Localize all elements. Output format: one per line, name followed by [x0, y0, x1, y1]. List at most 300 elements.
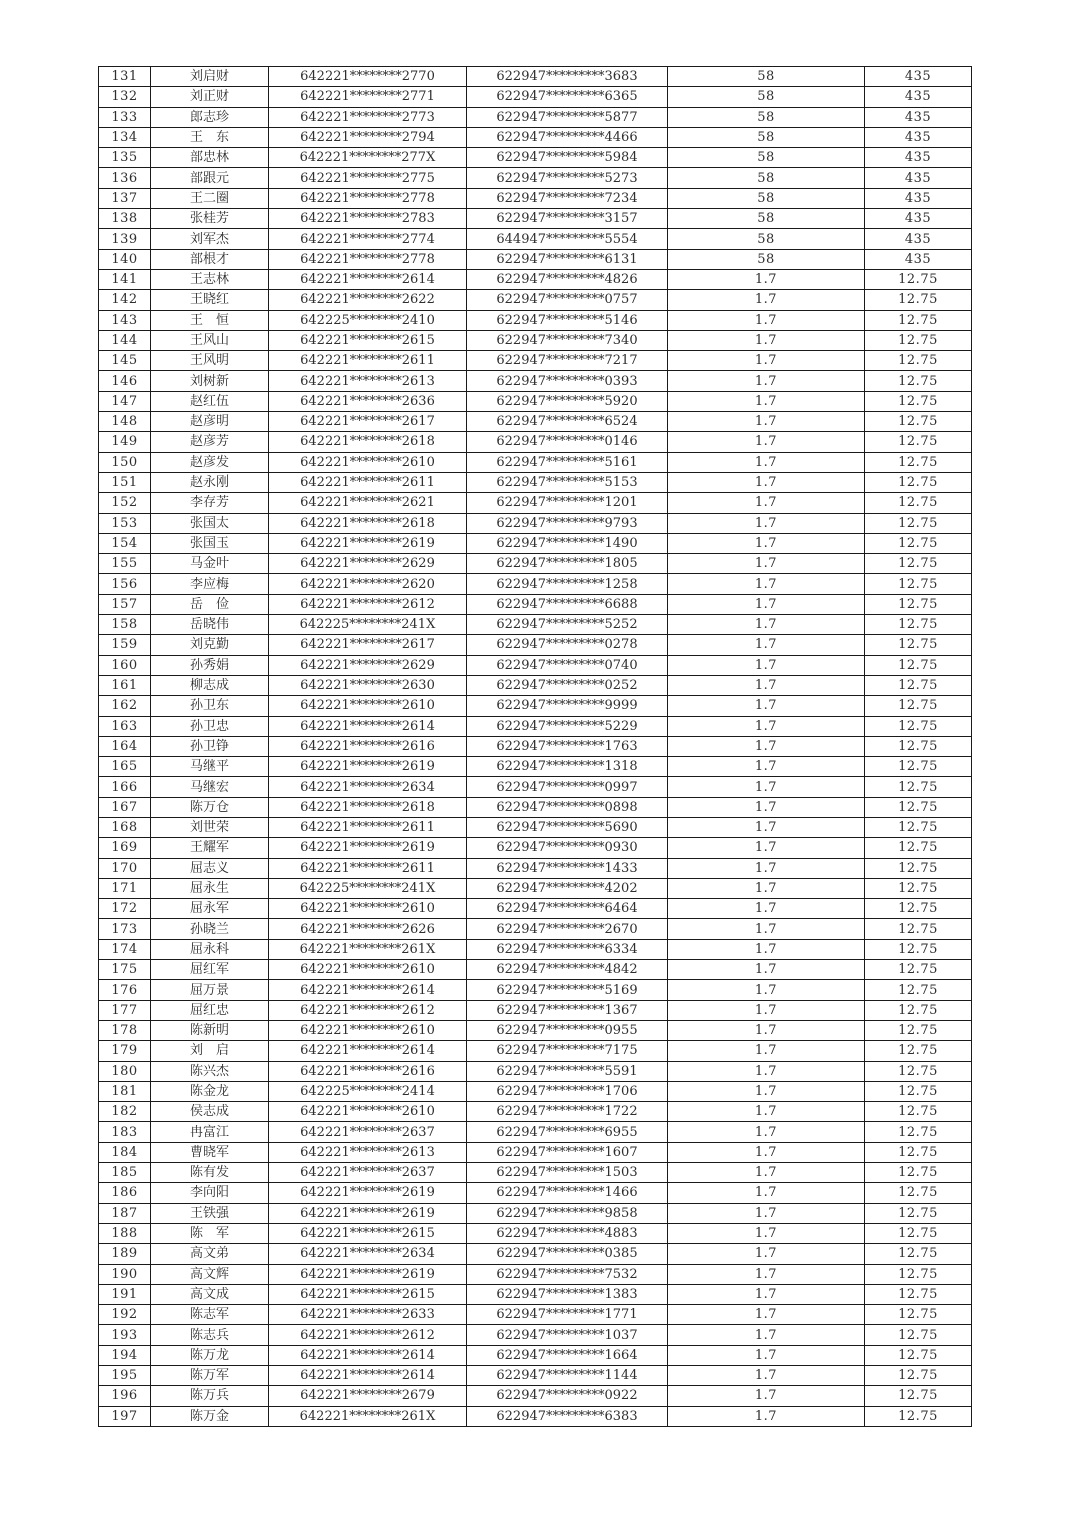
cell-name: 赵永刚	[151, 472, 269, 492]
cell-card_number: 622947*********0898	[467, 797, 668, 817]
table-row	[99, 1223, 972, 1243]
cell-index: 134	[99, 127, 151, 147]
cell-index: 142	[99, 290, 151, 310]
cell-id_number: 642221********2630	[269, 675, 467, 695]
cell-amount1: 58	[668, 168, 865, 188]
table-row	[99, 452, 972, 472]
cell-amount2: 12.75	[865, 655, 972, 675]
cell-id_number: 642225********241X	[269, 878, 467, 898]
cell-card_number: 622947*********0955	[467, 1020, 668, 1040]
cell-card_number: 622947*********4202	[467, 878, 668, 898]
cell-amount1: 1.7	[668, 615, 865, 635]
cell-name: 屈永科	[151, 939, 269, 959]
cell-amount2: 12.75	[865, 371, 972, 391]
table-row	[99, 513, 972, 533]
cell-card_number: 622947*********2670	[467, 919, 668, 939]
table-row	[99, 675, 972, 695]
cell-amount2: 435	[865, 249, 972, 269]
cell-id_number: 642221********2775	[269, 168, 467, 188]
cell-card_number: 622947*********0385	[467, 1244, 668, 1264]
cell-amount2: 12.75	[865, 330, 972, 350]
cell-amount1: 58	[668, 188, 865, 208]
cell-amount2: 12.75	[865, 1284, 972, 1304]
cell-amount2: 12.75	[865, 1203, 972, 1223]
cell-index: 140	[99, 249, 151, 269]
cell-amount1: 1.7	[668, 1163, 865, 1183]
cell-name: 李存芳	[151, 493, 269, 513]
cell-id_number: 642221********2626	[269, 919, 467, 939]
cell-card_number: 622947*********5690	[467, 817, 668, 837]
table-row	[99, 554, 972, 574]
cell-amount1: 1.7	[668, 513, 865, 533]
cell-amount1: 1.7	[668, 1020, 865, 1040]
cell-id_number: 642221********2619	[269, 1183, 467, 1203]
cell-card_number: 622947*********6524	[467, 412, 668, 432]
cell-id_number: 642221********2610	[269, 899, 467, 919]
table-row	[99, 1244, 972, 1264]
cell-amount2: 12.75	[865, 290, 972, 310]
table-row	[99, 330, 972, 350]
cell-card_number: 622947*********7340	[467, 330, 668, 350]
cell-card_number: 622947*********5169	[467, 980, 668, 1000]
table-row	[99, 777, 972, 797]
cell-amount2: 12.75	[865, 675, 972, 695]
cell-amount2: 12.75	[865, 1081, 972, 1101]
cell-amount1: 1.7	[668, 269, 865, 289]
cell-amount1: 1.7	[668, 960, 865, 980]
cell-id_number: 642221********2615	[269, 1223, 467, 1243]
cell-card_number: 622947*********1258	[467, 574, 668, 594]
cell-amount2: 12.75	[865, 696, 972, 716]
cell-card_number: 622947*********5591	[467, 1061, 668, 1081]
table-row	[99, 188, 972, 208]
cell-id_number: 642221********2614	[269, 980, 467, 1000]
cell-card_number: 622947*********1318	[467, 757, 668, 777]
cell-index: 183	[99, 1122, 151, 1142]
table-row	[99, 1264, 972, 1284]
cell-id_number: 642221********2618	[269, 797, 467, 817]
cell-index: 163	[99, 716, 151, 736]
cell-card_number: 622947*********1664	[467, 1345, 668, 1365]
cell-name: 王 恒	[151, 310, 269, 330]
cell-card_number: 622947*********1805	[467, 554, 668, 574]
cell-index: 160	[99, 655, 151, 675]
cell-card_number: 622947*********3157	[467, 209, 668, 229]
cell-amount1: 58	[668, 148, 865, 168]
cell-id_number: 642221********2617	[269, 412, 467, 432]
table-row	[99, 1102, 972, 1122]
cell-index: 188	[99, 1223, 151, 1243]
cell-amount2: 12.75	[865, 635, 972, 655]
cell-id_number: 642221********2615	[269, 330, 467, 350]
cell-amount2: 12.75	[865, 533, 972, 553]
table-row	[99, 533, 972, 553]
cell-id_number: 642221********2778	[269, 188, 467, 208]
cell-name: 部忠林	[151, 148, 269, 168]
cell-card_number: 622947*********6688	[467, 594, 668, 614]
cell-id_number: 642221********2619	[269, 838, 467, 858]
cell-amount2: 12.75	[865, 391, 972, 411]
cell-name: 陈 军	[151, 1223, 269, 1243]
table-row	[99, 269, 972, 289]
cell-card_number: 622947*********7217	[467, 351, 668, 371]
cell-index: 156	[99, 574, 151, 594]
cell-card_number: 622947*********1367	[467, 1000, 668, 1020]
table-row	[99, 574, 972, 594]
table-row	[99, 1142, 972, 1162]
cell-amount2: 12.75	[865, 269, 972, 289]
table-row	[99, 1000, 972, 1020]
cell-card_number: 622947*********5153	[467, 472, 668, 492]
cell-index: 136	[99, 168, 151, 188]
cell-index: 145	[99, 351, 151, 371]
cell-amount1: 1.7	[668, 1081, 865, 1101]
cell-card_number: 622947*********0740	[467, 655, 668, 675]
cell-name: 赵彦芳	[151, 432, 269, 452]
cell-name: 王风明	[151, 351, 269, 371]
cell-amount1: 58	[668, 67, 865, 87]
cell-card_number: 622947*********6464	[467, 899, 668, 919]
table-row	[99, 1163, 972, 1183]
cell-name: 陈万金	[151, 1406, 269, 1426]
cell-amount2: 12.75	[865, 574, 972, 594]
cell-card_number: 622947*********1763	[467, 736, 668, 756]
cell-id_number: 642225********2414	[269, 1081, 467, 1101]
cell-amount1: 1.7	[668, 1223, 865, 1243]
cell-index: 192	[99, 1305, 151, 1325]
cell-name: 屈永军	[151, 899, 269, 919]
cell-id_number: 642221********2613	[269, 1142, 467, 1162]
cell-index: 179	[99, 1041, 151, 1061]
table-row	[99, 1386, 972, 1406]
cell-id_number: 642225********241X	[269, 615, 467, 635]
cell-card_number: 622947*********6365	[467, 87, 668, 107]
cell-amount2: 12.75	[865, 1102, 972, 1122]
cell-index: 186	[99, 1183, 151, 1203]
cell-amount1: 1.7	[668, 554, 865, 574]
table-row	[99, 229, 972, 249]
cell-amount2: 12.75	[865, 797, 972, 817]
cell-id_number: 642221********2614	[269, 1041, 467, 1061]
cell-id_number: 642221********2619	[269, 533, 467, 553]
cell-amount2: 435	[865, 127, 972, 147]
cell-index: 147	[99, 391, 151, 411]
cell-name: 刘正财	[151, 87, 269, 107]
cell-card_number: 622947*********1383	[467, 1284, 668, 1304]
cell-amount1: 58	[668, 107, 865, 127]
cell-name: 屈红军	[151, 960, 269, 980]
cell-index: 189	[99, 1244, 151, 1264]
table-row	[99, 817, 972, 837]
cell-amount1: 1.7	[668, 736, 865, 756]
cell-amount2: 435	[865, 188, 972, 208]
cell-amount1: 1.7	[668, 716, 865, 736]
cell-name: 陈万仓	[151, 797, 269, 817]
cell-id_number: 642221********2617	[269, 635, 467, 655]
cell-card_number: 622947*********0146	[467, 432, 668, 452]
cell-card_number: 622947*********3683	[467, 67, 668, 87]
cell-amount2: 12.75	[865, 777, 972, 797]
cell-amount1: 58	[668, 87, 865, 107]
cell-id_number: 642221********2610	[269, 1020, 467, 1040]
cell-amount1: 1.7	[668, 1122, 865, 1142]
cell-amount1: 1.7	[668, 838, 865, 858]
cell-card_number: 622947*********4466	[467, 127, 668, 147]
cell-amount1: 1.7	[668, 919, 865, 939]
cell-name: 王晓红	[151, 290, 269, 310]
table-row	[99, 635, 972, 655]
cell-amount2: 12.75	[865, 1163, 972, 1183]
cell-amount2: 12.75	[865, 1244, 972, 1264]
cell-amount2: 12.75	[865, 1061, 972, 1081]
cell-index: 187	[99, 1203, 151, 1223]
cell-id_number: 642221********2618	[269, 513, 467, 533]
cell-card_number: 622947*********0278	[467, 635, 668, 655]
cell-amount1: 1.7	[668, 1102, 865, 1122]
table-row	[99, 655, 972, 675]
cell-name: 马继宏	[151, 777, 269, 797]
cell-amount2: 12.75	[865, 472, 972, 492]
cell-index: 164	[99, 736, 151, 756]
table-row	[99, 878, 972, 898]
cell-card_number: 622947*********6383	[467, 1406, 668, 1426]
table-row	[99, 1183, 972, 1203]
cell-amount2: 435	[865, 87, 972, 107]
cell-name: 部跟元	[151, 168, 269, 188]
cell-index: 180	[99, 1061, 151, 1081]
cell-index: 135	[99, 148, 151, 168]
cell-id_number: 642221********2619	[269, 1203, 467, 1223]
cell-id_number: 642221********2611	[269, 472, 467, 492]
cell-amount2: 12.75	[865, 412, 972, 432]
cell-id_number: 642221********2612	[269, 1000, 467, 1020]
cell-index: 170	[99, 858, 151, 878]
table-row	[99, 472, 972, 492]
cell-index: 151	[99, 472, 151, 492]
cell-amount1: 1.7	[668, 290, 865, 310]
cell-name: 孙卫铮	[151, 736, 269, 756]
cell-id_number: 642221********2619	[269, 757, 467, 777]
cell-card_number: 622947*********4842	[467, 960, 668, 980]
cell-amount1: 1.7	[668, 757, 865, 777]
cell-name: 柳志成	[151, 675, 269, 695]
cell-card_number: 622947*********9858	[467, 1203, 668, 1223]
cell-id_number: 642221********2620	[269, 574, 467, 594]
cell-index: 137	[99, 188, 151, 208]
cell-name: 陈志兵	[151, 1325, 269, 1345]
table-row	[99, 1041, 972, 1061]
cell-amount2: 12.75	[865, 615, 972, 635]
cell-amount2: 12.75	[865, 513, 972, 533]
cell-id_number: 642221********2615	[269, 1284, 467, 1304]
table-row	[99, 1345, 972, 1365]
cell-amount1: 1.7	[668, 878, 865, 898]
table-row	[99, 858, 972, 878]
cell-name: 陈万龙	[151, 1345, 269, 1365]
cell-card_number: 622947*********1771	[467, 1305, 668, 1325]
table-row	[99, 716, 972, 736]
cell-name: 岳晓伟	[151, 615, 269, 635]
cell-name: 陈金龙	[151, 1081, 269, 1101]
payment-table	[98, 66, 972, 1427]
cell-card_number: 622947*********5877	[467, 107, 668, 127]
cell-id_number: 642221********2618	[269, 432, 467, 452]
table-row	[99, 1366, 972, 1386]
cell-card_number: 644947*********5554	[467, 229, 668, 249]
cell-amount2: 12.75	[865, 1183, 972, 1203]
cell-name: 刘 启	[151, 1041, 269, 1061]
table-row	[99, 87, 972, 107]
cell-amount1: 1.7	[668, 817, 865, 837]
cell-index: 177	[99, 1000, 151, 1020]
cell-name: 屈红忠	[151, 1000, 269, 1020]
cell-name: 刘世荣	[151, 817, 269, 837]
cell-amount2: 12.75	[865, 1264, 972, 1284]
cell-name: 赵彦明	[151, 412, 269, 432]
cell-amount1: 1.7	[668, 939, 865, 959]
table-row	[99, 148, 972, 168]
cell-amount1: 1.7	[668, 1366, 865, 1386]
table-row	[99, 960, 972, 980]
cell-amount2: 12.75	[865, 858, 972, 878]
cell-index: 150	[99, 452, 151, 472]
cell-amount2: 12.75	[865, 817, 972, 837]
cell-index: 194	[99, 1345, 151, 1365]
cell-id_number: 642221********2612	[269, 594, 467, 614]
cell-index: 131	[99, 67, 151, 87]
cell-index: 133	[99, 107, 151, 127]
cell-amount2: 12.75	[865, 1041, 972, 1061]
cell-index: 168	[99, 817, 151, 837]
cell-id_number: 642221********2629	[269, 655, 467, 675]
cell-id_number: 642221********2637	[269, 1163, 467, 1183]
cell-amount1: 1.7	[668, 899, 865, 919]
cell-index: 191	[99, 1284, 151, 1304]
cell-id_number: 642221********2612	[269, 1325, 467, 1345]
cell-card_number: 622947*********1144	[467, 1366, 668, 1386]
table-row	[99, 351, 972, 371]
table-row	[99, 1081, 972, 1101]
cell-id_number: 642221********2778	[269, 249, 467, 269]
cell-card_number: 622947*********0757	[467, 290, 668, 310]
cell-amount2: 12.75	[865, 1000, 972, 1020]
cell-amount1: 1.7	[668, 574, 865, 594]
cell-name: 孙晓兰	[151, 919, 269, 939]
cell-card_number: 622947*********7234	[467, 188, 668, 208]
cell-index: 157	[99, 594, 151, 614]
cell-amount1: 1.7	[668, 1406, 865, 1426]
cell-index: 139	[99, 229, 151, 249]
cell-index: 141	[99, 269, 151, 289]
table-row	[99, 1122, 972, 1142]
cell-amount1: 1.7	[668, 432, 865, 452]
cell-amount1: 1.7	[668, 1325, 865, 1345]
table-row	[99, 919, 972, 939]
cell-name: 孙秀娟	[151, 655, 269, 675]
cell-card_number: 622947*********1490	[467, 533, 668, 553]
cell-id_number: 642221********2636	[269, 391, 467, 411]
table-row	[99, 757, 972, 777]
cell-name: 陈新明	[151, 1020, 269, 1040]
cell-name: 部根才	[151, 249, 269, 269]
cell-id_number: 642221********2679	[269, 1386, 467, 1406]
cell-index: 171	[99, 878, 151, 898]
cell-amount2: 12.75	[865, 919, 972, 939]
cell-id_number: 642221********2616	[269, 1061, 467, 1081]
cell-index: 143	[99, 310, 151, 330]
cell-index: 174	[99, 939, 151, 959]
cell-name: 王二圈	[151, 188, 269, 208]
cell-amount2: 12.75	[865, 1305, 972, 1325]
cell-card_number: 622947*********5984	[467, 148, 668, 168]
cell-index: 196	[99, 1386, 151, 1406]
cell-amount1: 1.7	[668, 1305, 865, 1325]
cell-id_number: 642221********2614	[269, 269, 467, 289]
cell-amount2: 12.75	[865, 1122, 972, 1142]
cell-name: 屈永生	[151, 878, 269, 898]
cell-amount2: 12.75	[865, 980, 972, 1000]
cell-index: 197	[99, 1406, 151, 1426]
cell-amount2: 12.75	[865, 960, 972, 980]
cell-id_number: 642221********2629	[269, 554, 467, 574]
cell-card_number: 622947*********1706	[467, 1081, 668, 1101]
cell-amount2: 12.75	[865, 432, 972, 452]
cell-amount2: 12.75	[865, 1223, 972, 1243]
cell-amount1: 1.7	[668, 391, 865, 411]
cell-name: 孙卫东	[151, 696, 269, 716]
cell-index: 165	[99, 757, 151, 777]
cell-name: 王 东	[151, 127, 269, 147]
cell-index: 162	[99, 696, 151, 716]
table-row	[99, 290, 972, 310]
cell-index: 175	[99, 960, 151, 980]
table-container	[98, 66, 972, 1427]
cell-name: 张国玉	[151, 533, 269, 553]
cell-index: 184	[99, 1142, 151, 1162]
cell-name: 陈志军	[151, 1305, 269, 1325]
cell-amount2: 12.75	[865, 878, 972, 898]
cell-amount2: 12.75	[865, 452, 972, 472]
cell-id_number: 642221********2770	[269, 67, 467, 87]
cell-name: 王耀军	[151, 838, 269, 858]
cell-amount1: 1.7	[668, 980, 865, 1000]
table-row	[99, 838, 972, 858]
cell-amount2: 12.75	[865, 310, 972, 330]
cell-amount2: 435	[865, 67, 972, 87]
cell-index: 153	[99, 513, 151, 533]
cell-index: 152	[99, 493, 151, 513]
cell-index: 190	[99, 1264, 151, 1284]
cell-amount1: 1.7	[668, 1386, 865, 1406]
cell-amount2: 12.75	[865, 554, 972, 574]
cell-card_number: 622947*********9999	[467, 696, 668, 716]
cell-id_number: 642221********2610	[269, 696, 467, 716]
cell-name: 李应梅	[151, 574, 269, 594]
cell-card_number: 622947*********1201	[467, 493, 668, 513]
cell-index: 185	[99, 1163, 151, 1183]
cell-amount1: 1.7	[668, 1284, 865, 1304]
cell-index: 182	[99, 1102, 151, 1122]
cell-amount1: 1.7	[668, 452, 865, 472]
cell-id_number: 642221********2621	[269, 493, 467, 513]
cell-amount1: 1.7	[668, 330, 865, 350]
cell-amount1: 1.7	[668, 1142, 865, 1162]
table-row	[99, 107, 972, 127]
cell-amount1: 1.7	[668, 1203, 865, 1223]
cell-amount1: 1.7	[668, 1041, 865, 1061]
cell-card_number: 622947*********0252	[467, 675, 668, 695]
cell-amount1: 1.7	[668, 371, 865, 391]
